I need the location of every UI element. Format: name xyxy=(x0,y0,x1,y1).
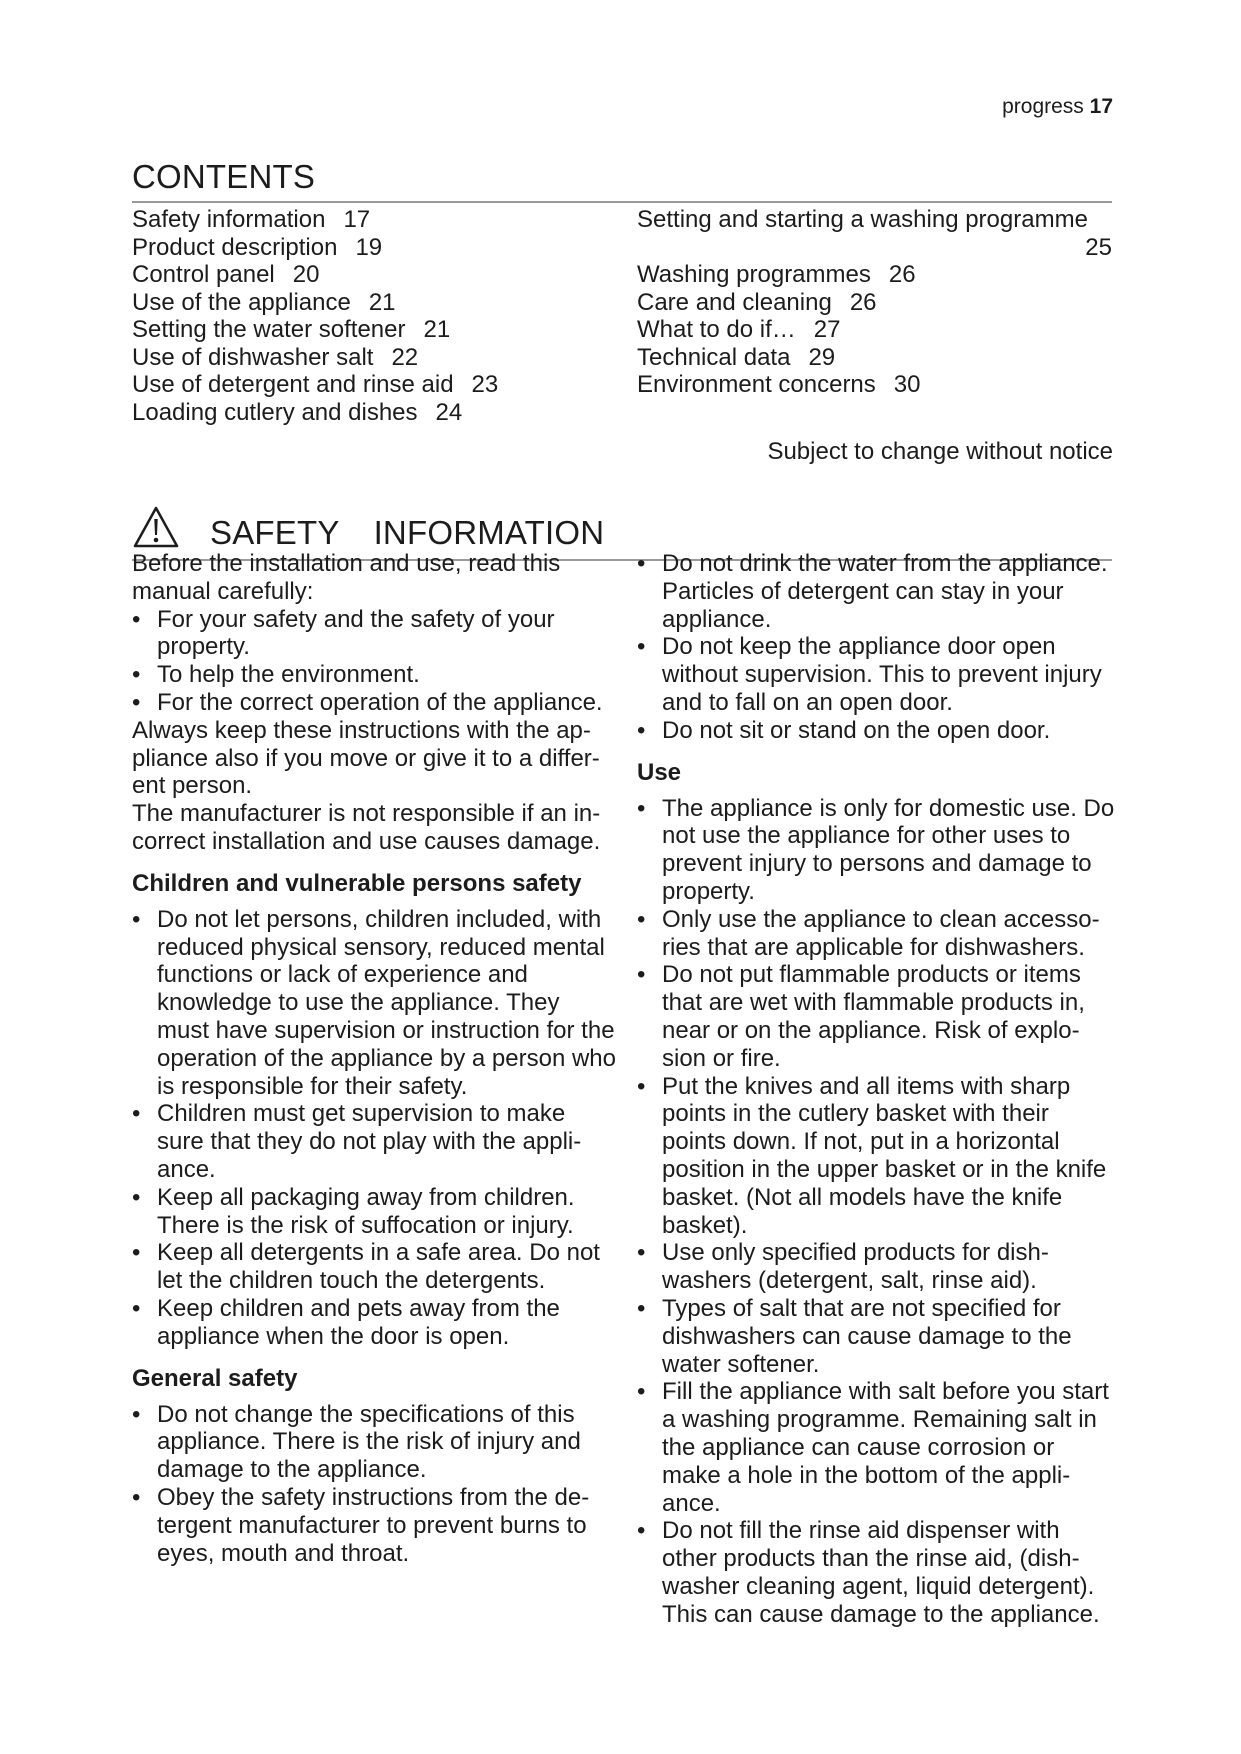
general-safety-list xyxy=(132,1401,618,1568)
list-item: • Do not let persons, children included, with reduced physical sensory, reduced mental functions or lack of experience and knowledge to use the appliance. They must have supervision or instruction for the operation of the appliance by a person who is responsible for their safety. xyxy=(132,906,618,1101)
toc-entry[interactable]: Loading cutlery and dishes 24 xyxy=(132,398,463,426)
toc-entry[interactable]: Product description 19 xyxy=(132,233,383,261)
toc-entry[interactable]: What to do if… 27 xyxy=(637,316,841,343)
paragraph: The manufacturer is not responsible if an incorrect installation and use causes damage. xyxy=(132,800,601,855)
toc-entry[interactable]: Control panel 20 xyxy=(132,261,320,288)
use-list xyxy=(637,795,1115,1629)
toc-entry[interactable]: Setting the water softener 21 xyxy=(132,316,451,343)
safety-heading-word2: INFORMATION xyxy=(373,514,605,551)
list-item: • For your safety and the safety of your property. xyxy=(132,606,618,662)
paragraph: Always keep these instructions with the appliance also if you move or give it to a different person. xyxy=(132,716,600,800)
list-item: • Do not fill the rinse aid dispenser with other products than the rinse aid, (dishwasher cleaning agent, liquid detergent). This can cause damage to the appliance. xyxy=(637,1517,1115,1628)
list-item: • To help the environment. xyxy=(132,661,618,689)
intro-text: Before the installation and use, read this manual carefully: xyxy=(132,550,561,605)
general-safety-list-continued xyxy=(637,550,1115,745)
list-item: • Do not put flammable products or items that are wet with flammable products in, near or on the appliance. Risk of explosion or fire. xyxy=(637,961,1115,1072)
children-safety-list xyxy=(132,906,618,1351)
intro-list xyxy=(132,606,618,717)
toc-entry[interactable]: Safety information 17 xyxy=(132,206,371,233)
safety-right-column xyxy=(637,550,1115,1628)
list-item: • Keep all detergents in a safe area. Do not let the children touch the detergents. xyxy=(132,1239,618,1295)
general-safety-heading: General safety xyxy=(132,1364,298,1392)
list-item: • Do not keep the appliance door open without supervision. This to prevent injury and to fall on an open door. xyxy=(637,633,1115,716)
list-item: • For the correct operation of the appliance. xyxy=(132,689,618,717)
toc-entry[interactable]: Setting and starting a washing programme 25 xyxy=(637,206,1112,261)
toc-entry[interactable]: Use of detergent and rinse aid 23 xyxy=(132,371,499,398)
list-item: • Fill the appliance with salt before you start a washing programme. Remaining salt in the appliance can cause corrosion or make a hole in the bottom of the appliance. xyxy=(637,1378,1115,1517)
list-item: • Types of salt that are not specified for dishwashers can cause damage to the water softener. xyxy=(637,1295,1115,1378)
children-safety-heading: Children and vulnerable persons safety xyxy=(132,869,582,897)
brand-name: progress xyxy=(1002,95,1084,118)
contents-heading: CONTENTS xyxy=(132,160,1112,203)
warning-icon xyxy=(132,505,180,549)
list-item: • Children must get supervision to make sure that they do not play with the appliance. xyxy=(132,1100,618,1183)
use-heading: Use xyxy=(637,758,682,786)
toc-entry[interactable]: Use of dishwasher salt 22 xyxy=(132,343,419,371)
list-item: • Use only specified products for dishwashers (detergent, salt, rinse aid). xyxy=(637,1239,1115,1295)
page-header xyxy=(1002,95,1113,119)
list-item: • Obey the safety instructions from the detergent manufacturer to prevent burns to eyes, mouth and throat. xyxy=(132,1484,618,1567)
toc-entry[interactable]: Use of the appliance 21 xyxy=(132,288,396,316)
safety-heading-word1: SAFETY xyxy=(210,514,340,551)
list-item: • Put the knives and all items with sharp points in the cutlery basket with their points down. If not, put in a horizontal position in the upper basket or in the knife basket. (Not all models have the knife basket). xyxy=(637,1073,1115,1240)
safety-left-column xyxy=(132,550,618,1567)
list-item: • The appliance is only for domestic use. Do not use the appliance for other uses to prevent injury to persons and damage to property. xyxy=(637,795,1115,906)
list-item: • Only use the appliance to clean accessories that are applicable for dishwashers. xyxy=(637,906,1115,962)
toc-left-column xyxy=(132,206,612,426)
page-number: 17 xyxy=(1089,95,1113,118)
list-item: • Do not drink the water from the appliance. Particles of detergent can stay in your appliance. xyxy=(637,550,1115,633)
toc-entry[interactable]: Environment concerns 30 xyxy=(637,371,921,398)
toc-right-column xyxy=(637,206,1112,399)
toc-entry[interactable]: Washing programmes 26 xyxy=(637,261,916,288)
toc-entry[interactable]: Care and cleaning 26 xyxy=(637,288,877,316)
toc-entry[interactable]: Technical data 29 xyxy=(637,343,836,371)
list-item: • Do not change the specifications of this appliance. There is the risk of injury and damage to the appliance. xyxy=(132,1401,618,1484)
list-item: • Do not sit or stand on the open door. xyxy=(637,717,1115,745)
change-notice: Subject to change without notice xyxy=(767,438,1113,465)
list-item: • Keep children and pets away from the appliance when the door is open. xyxy=(132,1295,618,1351)
list-item: • Keep all packaging away from children. There is the risk of suffocation or injury. xyxy=(132,1184,618,1240)
